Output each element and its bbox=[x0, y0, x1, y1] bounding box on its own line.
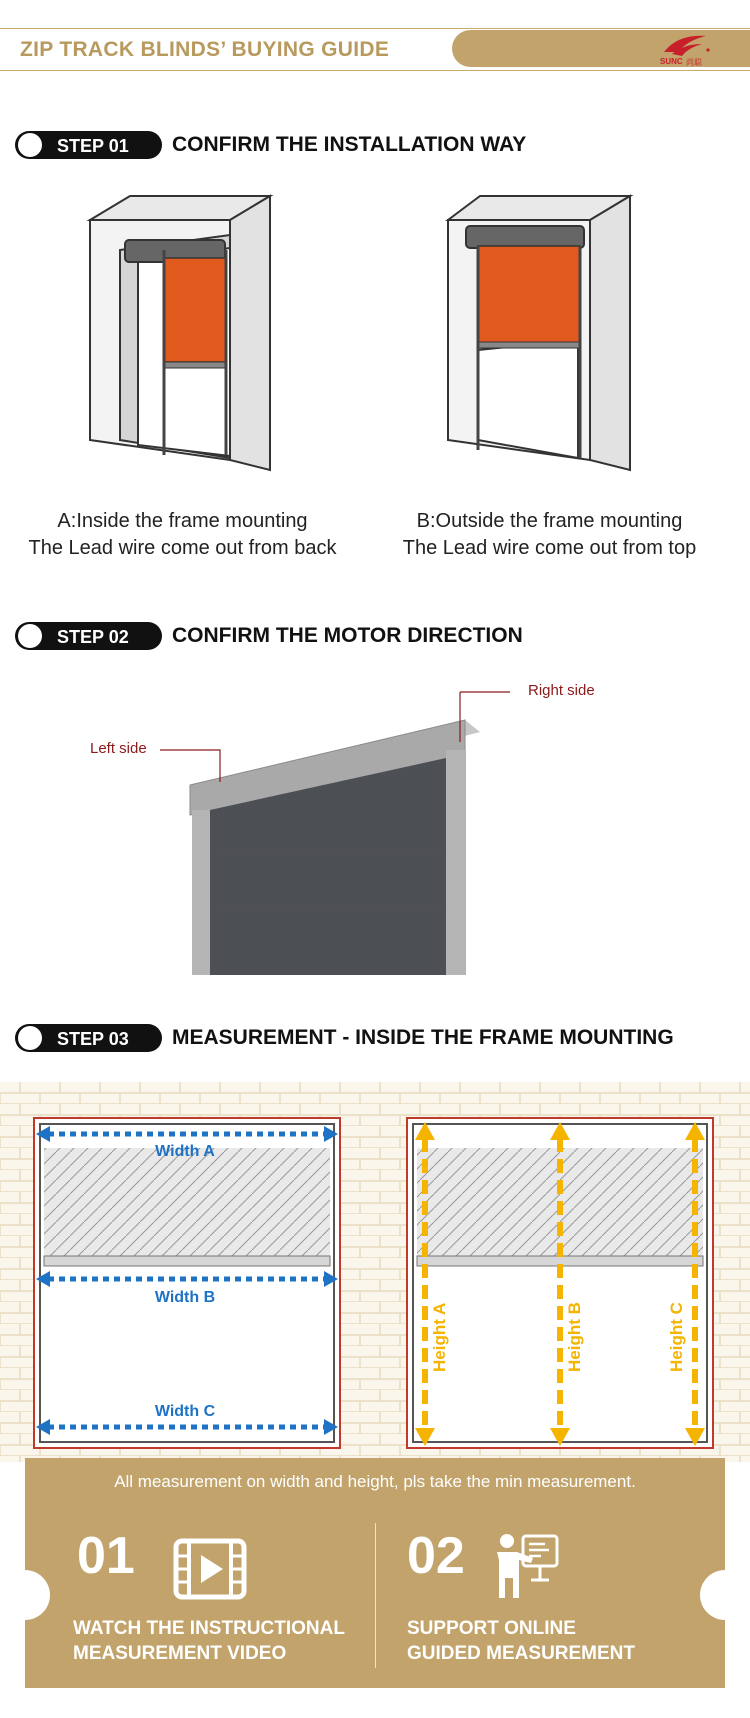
step-02-badge bbox=[15, 622, 162, 650]
step-01-title: CONFIRM THE INSTALLATION WAY bbox=[172, 133, 527, 156]
header-top-rule bbox=[0, 28, 750, 29]
page-title: ZIP TRACK BLINDS’ BUYING GUIDE bbox=[20, 38, 390, 61]
item-01-cta[interactable] bbox=[73, 1616, 345, 1666]
option-a-line1: A:Inside the frame mounting bbox=[57, 510, 308, 532]
height-a-label: Height A bbox=[430, 1302, 449, 1372]
step-03-label: STEP 03 bbox=[57, 1029, 129, 1049]
measurement-info-panel bbox=[25, 1458, 725, 1688]
width-c-label: Width C bbox=[154, 1403, 216, 1420]
video-icon[interactable] bbox=[173, 1538, 247, 1600]
item-01-line1: WATCH THE INSTRUCTIONAL bbox=[73, 1618, 345, 1639]
measurement-diagram bbox=[0, 1082, 750, 1462]
step-02-label: STEP 02 bbox=[57, 627, 129, 647]
width-b-label: Width B bbox=[154, 1289, 216, 1306]
measurement-note: All measurement on width and height, pls take the min measurement. bbox=[114, 1472, 636, 1491]
height-b-label: Height B bbox=[565, 1302, 584, 1372]
option-b-line1: B:Outside the frame mounting bbox=[416, 510, 683, 532]
step-03-title: MEASUREMENT - INSIDE THE FRAME MOUNTING bbox=[172, 1026, 674, 1049]
brand-name: SUNC bbox=[660, 57, 683, 66]
brand-logo bbox=[658, 30, 714, 68]
item-02-cta[interactable] bbox=[407, 1616, 635, 1666]
option-b-line2: The Lead wire come out from top bbox=[402, 537, 697, 559]
presenter-icon[interactable] bbox=[493, 1532, 559, 1602]
width-a-label: Width A bbox=[155, 1143, 215, 1160]
option-a-line2: The Lead wire come out from back bbox=[28, 537, 337, 559]
panel-divider bbox=[375, 1523, 376, 1668]
item-01-number: 01 bbox=[77, 1527, 135, 1585]
step-01-badge bbox=[15, 131, 162, 159]
height-c-label: Height C bbox=[667, 1302, 686, 1372]
step-03-badge bbox=[15, 1024, 162, 1052]
panel-notch-right bbox=[700, 1570, 750, 1620]
direction-leader-lines bbox=[160, 688, 520, 788]
inside-frame-illustration bbox=[80, 190, 280, 480]
item-02-line1: SUPPORT ONLINE bbox=[407, 1618, 576, 1639]
step-01-label: STEP 01 bbox=[57, 136, 129, 156]
right-side-label: Right side bbox=[528, 682, 595, 699]
option-a-caption bbox=[5, 508, 360, 562]
brand-name-cn: 尚聪 bbox=[686, 58, 702, 67]
header-bottom-rule bbox=[0, 70, 750, 71]
step-02-title: CONFIRM THE MOTOR DIRECTION bbox=[172, 624, 523, 647]
item-02-line2: GUIDED MEASUREMENT bbox=[407, 1643, 636, 1664]
panel-notch-left bbox=[0, 1570, 50, 1620]
item-02-number: 02 bbox=[407, 1527, 465, 1585]
option-b-caption bbox=[372, 508, 727, 562]
left-side-label: Left side bbox=[90, 740, 147, 757]
outside-frame-illustration bbox=[440, 190, 640, 480]
item-01-line2: MEASUREMENT VIDEO bbox=[73, 1643, 287, 1664]
